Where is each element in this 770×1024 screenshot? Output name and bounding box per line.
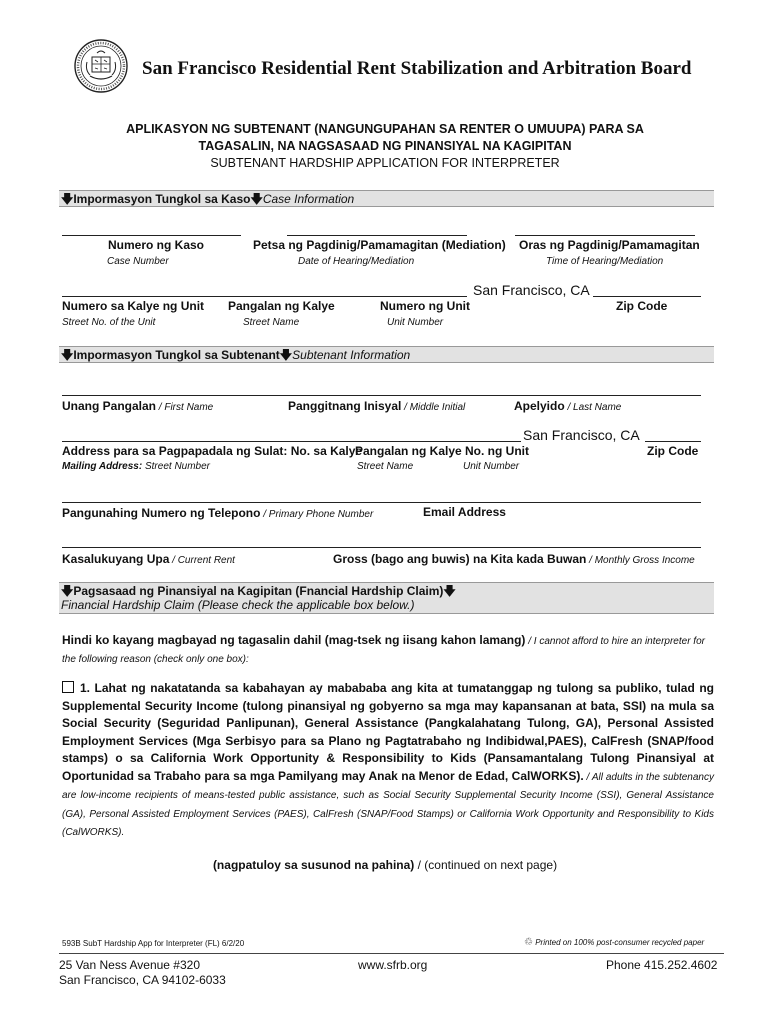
mailing-unit-sub: Unit Number (463, 461, 520, 472)
case-city: San Francisco, CA (473, 282, 590, 298)
mailing-address-sub-bold: Mailing Address: (62, 461, 143, 472)
hardship-heading-en: Financial Hardship Claim (Please check the applicable box below.) (61, 598, 415, 612)
address-line-1: 25 Van Ness Avenue #320 (59, 958, 200, 972)
hardship-heading (59, 582, 714, 614)
hardship-intro (62, 632, 714, 668)
unit-street-no-sub: Street No. of the Unit (62, 317, 156, 328)
rent-income-field[interactable] (62, 547, 701, 548)
case-number-label: Numero ng Kaso (108, 238, 205, 252)
option-1-text-tl: 1. Lahat ng nakatatanda sa kabahayan ay mabababa ang kita at tumatanggap ng tulong sa publiko, tulad ng Supplemental Security Income (tulong pinansiyal ng gobyerno sa mga may kapansanan at bata, SSI) na mula sa Social Security (Seguridad Panlipunan), General Assistance (Pangkalahatang Tulong, GA), Personal Assisted Employment Services (Mga Serbisyo para sa Plano ng Pagtatrabaho ng Indibidwal,PAES), CalFresh (SNAP/food stamps) o sa California Work Opportunity & Responsibility to Kids (Pansamantalang Tulong Pinansiyal at Oportunidad sa Trabaho para sa mga Pamilyang may Anak na Menor de Edad, CalWORKS). (62, 681, 714, 783)
case-number-field[interactable] (62, 235, 241, 236)
unit-number-sub: Unit Number (387, 317, 444, 328)
mailing-address-field[interactable] (62, 441, 521, 442)
website-link[interactable]: www.sfrb.org (358, 958, 428, 972)
name-field[interactable] (62, 395, 701, 396)
unit-street-no-label: Numero sa Kalye ng Unit (62, 299, 205, 313)
hearing-date-field[interactable] (287, 235, 467, 236)
title-line-2: TAGASALIN, NA NAGSASAAD NG PINANSIYAL NA KAGIPITAN (198, 139, 572, 153)
hearing-time-field[interactable] (515, 235, 695, 236)
last-name-label-en: / Last Name (564, 402, 622, 413)
current-rent-label (62, 552, 235, 566)
monthly-income-label (333, 552, 695, 566)
mailing-zip-label: Zip Code (647, 444, 699, 458)
case-info-heading-en: Case Information (262, 192, 355, 206)
current-rent-label-tl: Kasalukuyang Upa (62, 552, 170, 566)
option-1-text-en: / All adults in the subtenancy are low-income recipients of means-tested public assistance, such as Social Security Supplemental Security Income (SSI), General Assistance (GA), Personal Assisted Employment Services (PAES), CalFresh (SNAP/Food Stamps) or California Work Opportunity and Responsibility to Kids (CalWORKS). (62, 771, 714, 838)
phone-label-en: / Primary Phone Number (260, 509, 374, 520)
subtenant-info-heading (59, 346, 714, 363)
monthly-income-label-en: / Monthly Gross Income (586, 555, 695, 566)
continued-note (0, 858, 770, 872)
mailing-street-number-label: Address para sa Pagpapadala ng Sulat: No. sa Kalye (62, 444, 363, 458)
unit-number-label: Numero ng Unit (380, 299, 470, 313)
case-number-sub: Case Number (107, 256, 169, 267)
last-name-label-tl: Apelyido (514, 399, 565, 413)
email-label: Email Address (423, 505, 506, 519)
hearing-time-sub: Time of Hearing/Mediation (546, 256, 664, 267)
case-info-heading (59, 190, 714, 207)
phone-number: Phone 415.252.4602 (606, 958, 718, 972)
unit-address-field[interactable] (62, 296, 467, 297)
mailing-street-name-sub: Street Name (357, 461, 414, 472)
form-id: 593B SubT Hardship App for Interpreter (FL) 6/2/20 (62, 939, 245, 948)
org-name: San Francisco Residential Rent Stabilization and Arbitration Board (142, 58, 692, 79)
hardship-intro-tl: Hindi ko kayang magbayad ng tagasalin dahil (mag-tsek ng iisang kahon lamang) (62, 633, 526, 647)
middle-initial-label-en: / Middle Initial (401, 402, 466, 413)
hearing-date-label: Petsa ng Pagdinig/Pamamagitan (Mediation) (253, 238, 506, 252)
middle-initial-label-tl: Panggitnang Inisyal (288, 399, 402, 413)
hardship-heading-tl: 🡇Pagsasaad ng Pinansiyal na Kagipitan (Fnancial Hardship Claim)🡇 (61, 584, 456, 598)
unit-street-name-label: Pangalan ng Kalye (228, 299, 335, 313)
address-line-2: San Francisco, CA 94102-6033 (59, 973, 226, 987)
city-seal-logo (73, 38, 129, 94)
footer-divider (59, 953, 724, 954)
unit-zip-field[interactable] (593, 296, 701, 297)
hearing-time-label: Oras ng Pagdinig/Pamamagitan (519, 238, 700, 252)
monthly-income-label-tl: Gross (bago ang buwis) na Kita kada Buwan (333, 552, 587, 566)
mailing-address-sub-en: Street Number (142, 461, 211, 472)
continued-note-tl: (nagpatuloy sa susunod na pahina) (212, 858, 415, 872)
mailing-street-name-label: Pangalan ng Kalye (355, 444, 462, 458)
recycled-note-text: Printed on 100% post-consumer recycled paper (535, 938, 705, 947)
mailing-address-sub (62, 461, 210, 472)
recycle-icon: ♲ (524, 937, 533, 948)
last-name-label (514, 399, 621, 413)
hearing-date-sub: Date of Hearing/Mediation (298, 256, 415, 267)
continued-note-en: / (continued on next page) (414, 858, 558, 872)
phone-label (62, 506, 373, 520)
first-name-label (62, 399, 213, 413)
option-1-checkbox[interactable] (62, 681, 74, 693)
case-info-heading-tl: 🡇Impormasyon Tungkol sa Kaso🡇 (61, 192, 263, 206)
title-line-3: SUBTENANT HARDSHIP APPLICATION FOR INTERPRETER (210, 156, 560, 170)
middle-initial-label (288, 399, 465, 413)
phone-label-tl: Pangunahing Numero ng Telepono (62, 506, 261, 520)
mailing-zip-field[interactable] (645, 441, 701, 442)
hardship-intro-en: / I cannot afford to hire an interpreter for the following reason (check only one box): (62, 636, 705, 665)
mailing-unit-label: No. ng Unit (465, 444, 529, 458)
subtenant-info-heading-en: Subtenant Information (292, 348, 411, 362)
first-name-label-en: / First Name (156, 402, 214, 413)
first-name-label-tl: Unang Pangalan (62, 399, 157, 413)
subtenant-info-heading-tl: 🡇Impormasyon Tungkol sa Subtenant🡇 (61, 348, 293, 362)
unit-zip-label: Zip Code (616, 299, 668, 313)
title-line-1: APLIKASYON NG SUBTENANT (NANGUNGUPAHAN SA RENTER O UMUUPA) PARA SA (126, 122, 644, 136)
mailing-city: San Francisco, CA (523, 427, 640, 443)
current-rent-label-en: / Current Rent (169, 555, 235, 566)
recycled-note (524, 937, 704, 948)
unit-street-name-sub: Street Name (243, 317, 300, 328)
hardship-option-1 (62, 680, 714, 842)
phone-email-field[interactable] (62, 502, 701, 503)
